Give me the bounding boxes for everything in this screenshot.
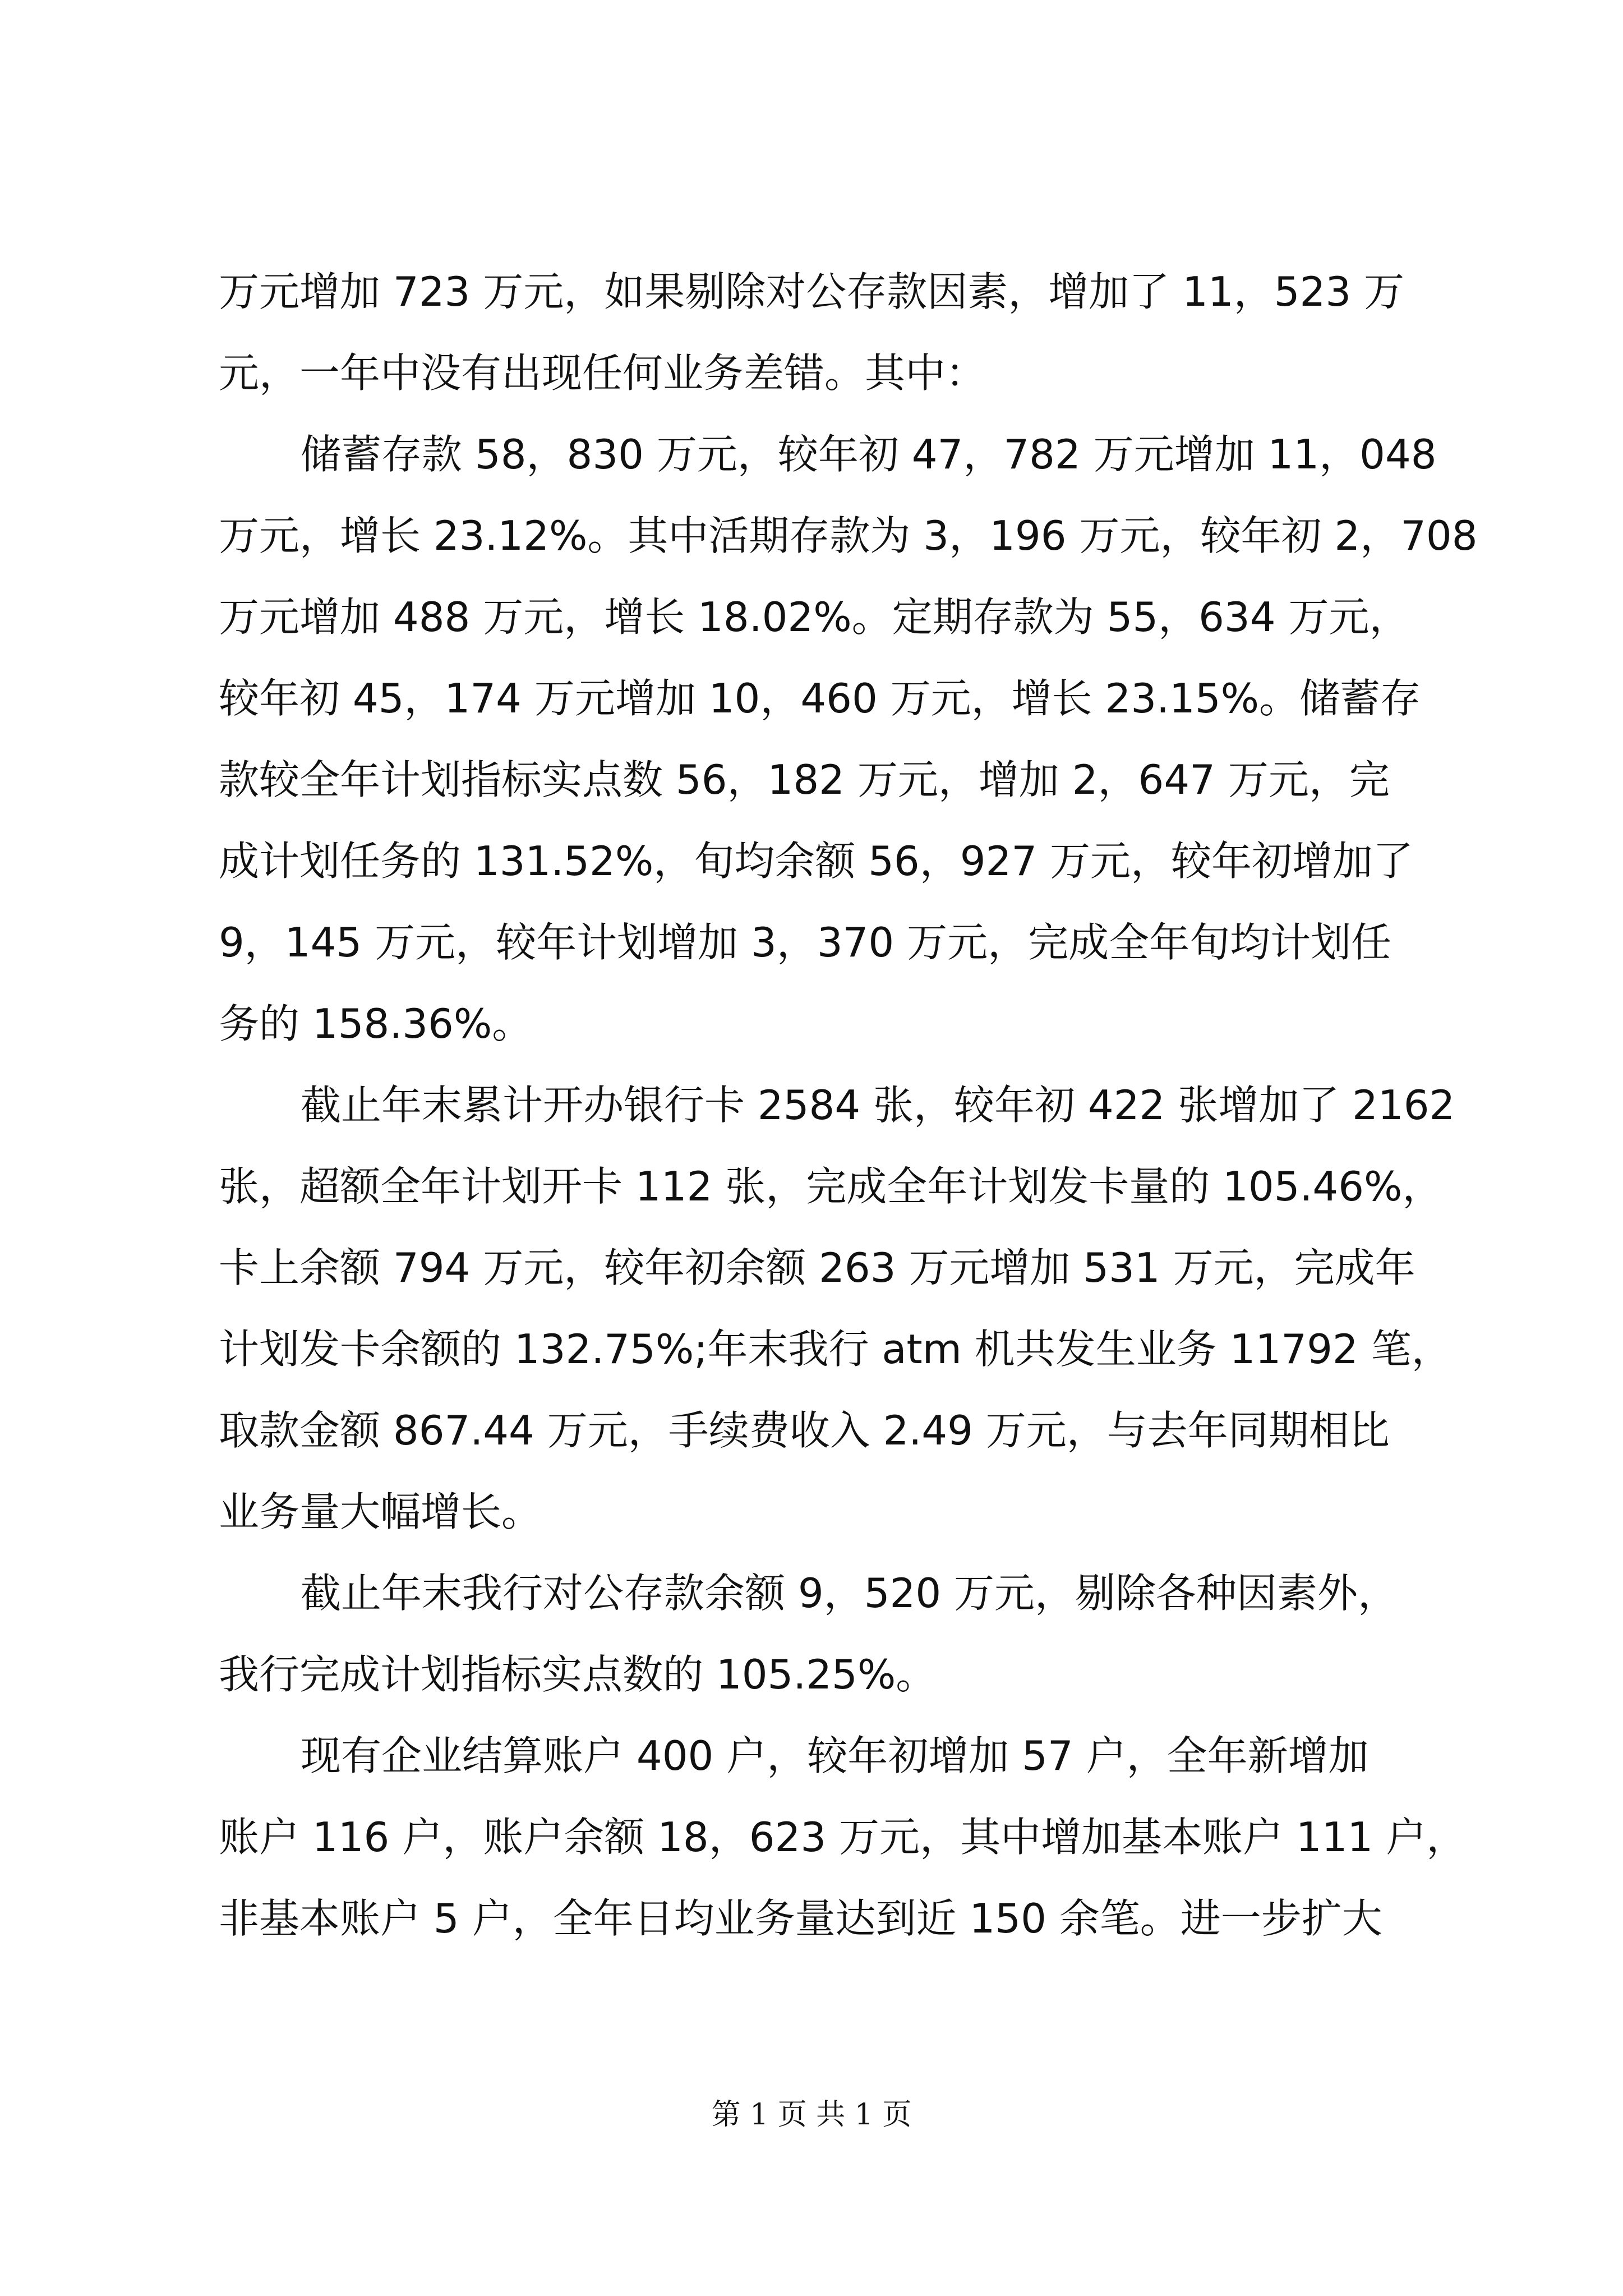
paragraph-start-line: 截止年末我行对公存款余额 9，520 万元，剔除各种因素外，: [301, 1570, 1399, 1617]
text-line: 我行完成计划指标实点数的 105.25%。: [219, 1651, 937, 1698]
page-number-footer: 第 1 页 共 1 页: [711, 2098, 912, 2132]
text-line: 账户 116 户，账户余额 18，623 万元，其中增加基本账户 111 户，: [219, 1814, 1467, 1861]
paragraph-start-line: 储蓄存款 58，830 万元，较年初 47，782 万元增加 11，048: [301, 431, 1437, 478]
text-line: 卡上余额 794 万元，较年初余额 263 万元增加 531 万元，完成年: [219, 1244, 1415, 1291]
text-line: 业务量大幅增长。: [219, 1488, 542, 1535]
text-line: 成计划任务的 131.52%，旬均余额 56，927 万元，较年初增加了: [219, 838, 1414, 885]
paragraph-start-line: 截止年末累计开办银行卡 2584 张，较年初 422 张增加了 2162: [301, 1082, 1455, 1129]
text-line: 非基本账户 5 户，全年日均业务量达到近 150 余笔。进一步扩大: [219, 1895, 1382, 1942]
text-line: 较年初 45，174 万元增加 10，460 万元，增长 23.15%。储蓄存: [219, 675, 1421, 722]
text-line: 务的 158.36%。: [219, 1000, 533, 1047]
text-line: 万元，增长 23.12%。其中活期存款为 3，196 万元，较年初 2，708: [219, 512, 1478, 559]
text-line: 万元增加 488 万元，增长 18.02%。定期存款为 55，634 万元，: [219, 593, 1410, 641]
text-line: 取款金额 867.44 万元，手续费收入 2.49 万元，与去年同期相比: [219, 1407, 1390, 1454]
text-line: 9，145 万元，较年计划增加 3，370 万元，完成全年旬均计划任: [219, 919, 1392, 966]
paragraph-start-line: 现有企业结算账户 400 户，较年初增加 57 户，全年新增加: [301, 1732, 1369, 1779]
text-line: 款较全年计划指标实点数 56，182 万元，增加 2，647 万元，完: [219, 756, 1390, 803]
text-line: 万元增加 723 万元，如果剔除对公存款因素，增加了 11，523 万: [219, 268, 1405, 315]
text-line: 张，超额全年计划开卡 112 张，完成全年计划发卡量的 105.46%，: [219, 1163, 1443, 1210]
text-line: 计划发卡余额的 132.75%;年末我行 atm 机共发生业务 11792 笔，: [219, 1326, 1452, 1373]
text-line: 元，一年中没有出现任何业务差错。其中：: [219, 349, 986, 397]
